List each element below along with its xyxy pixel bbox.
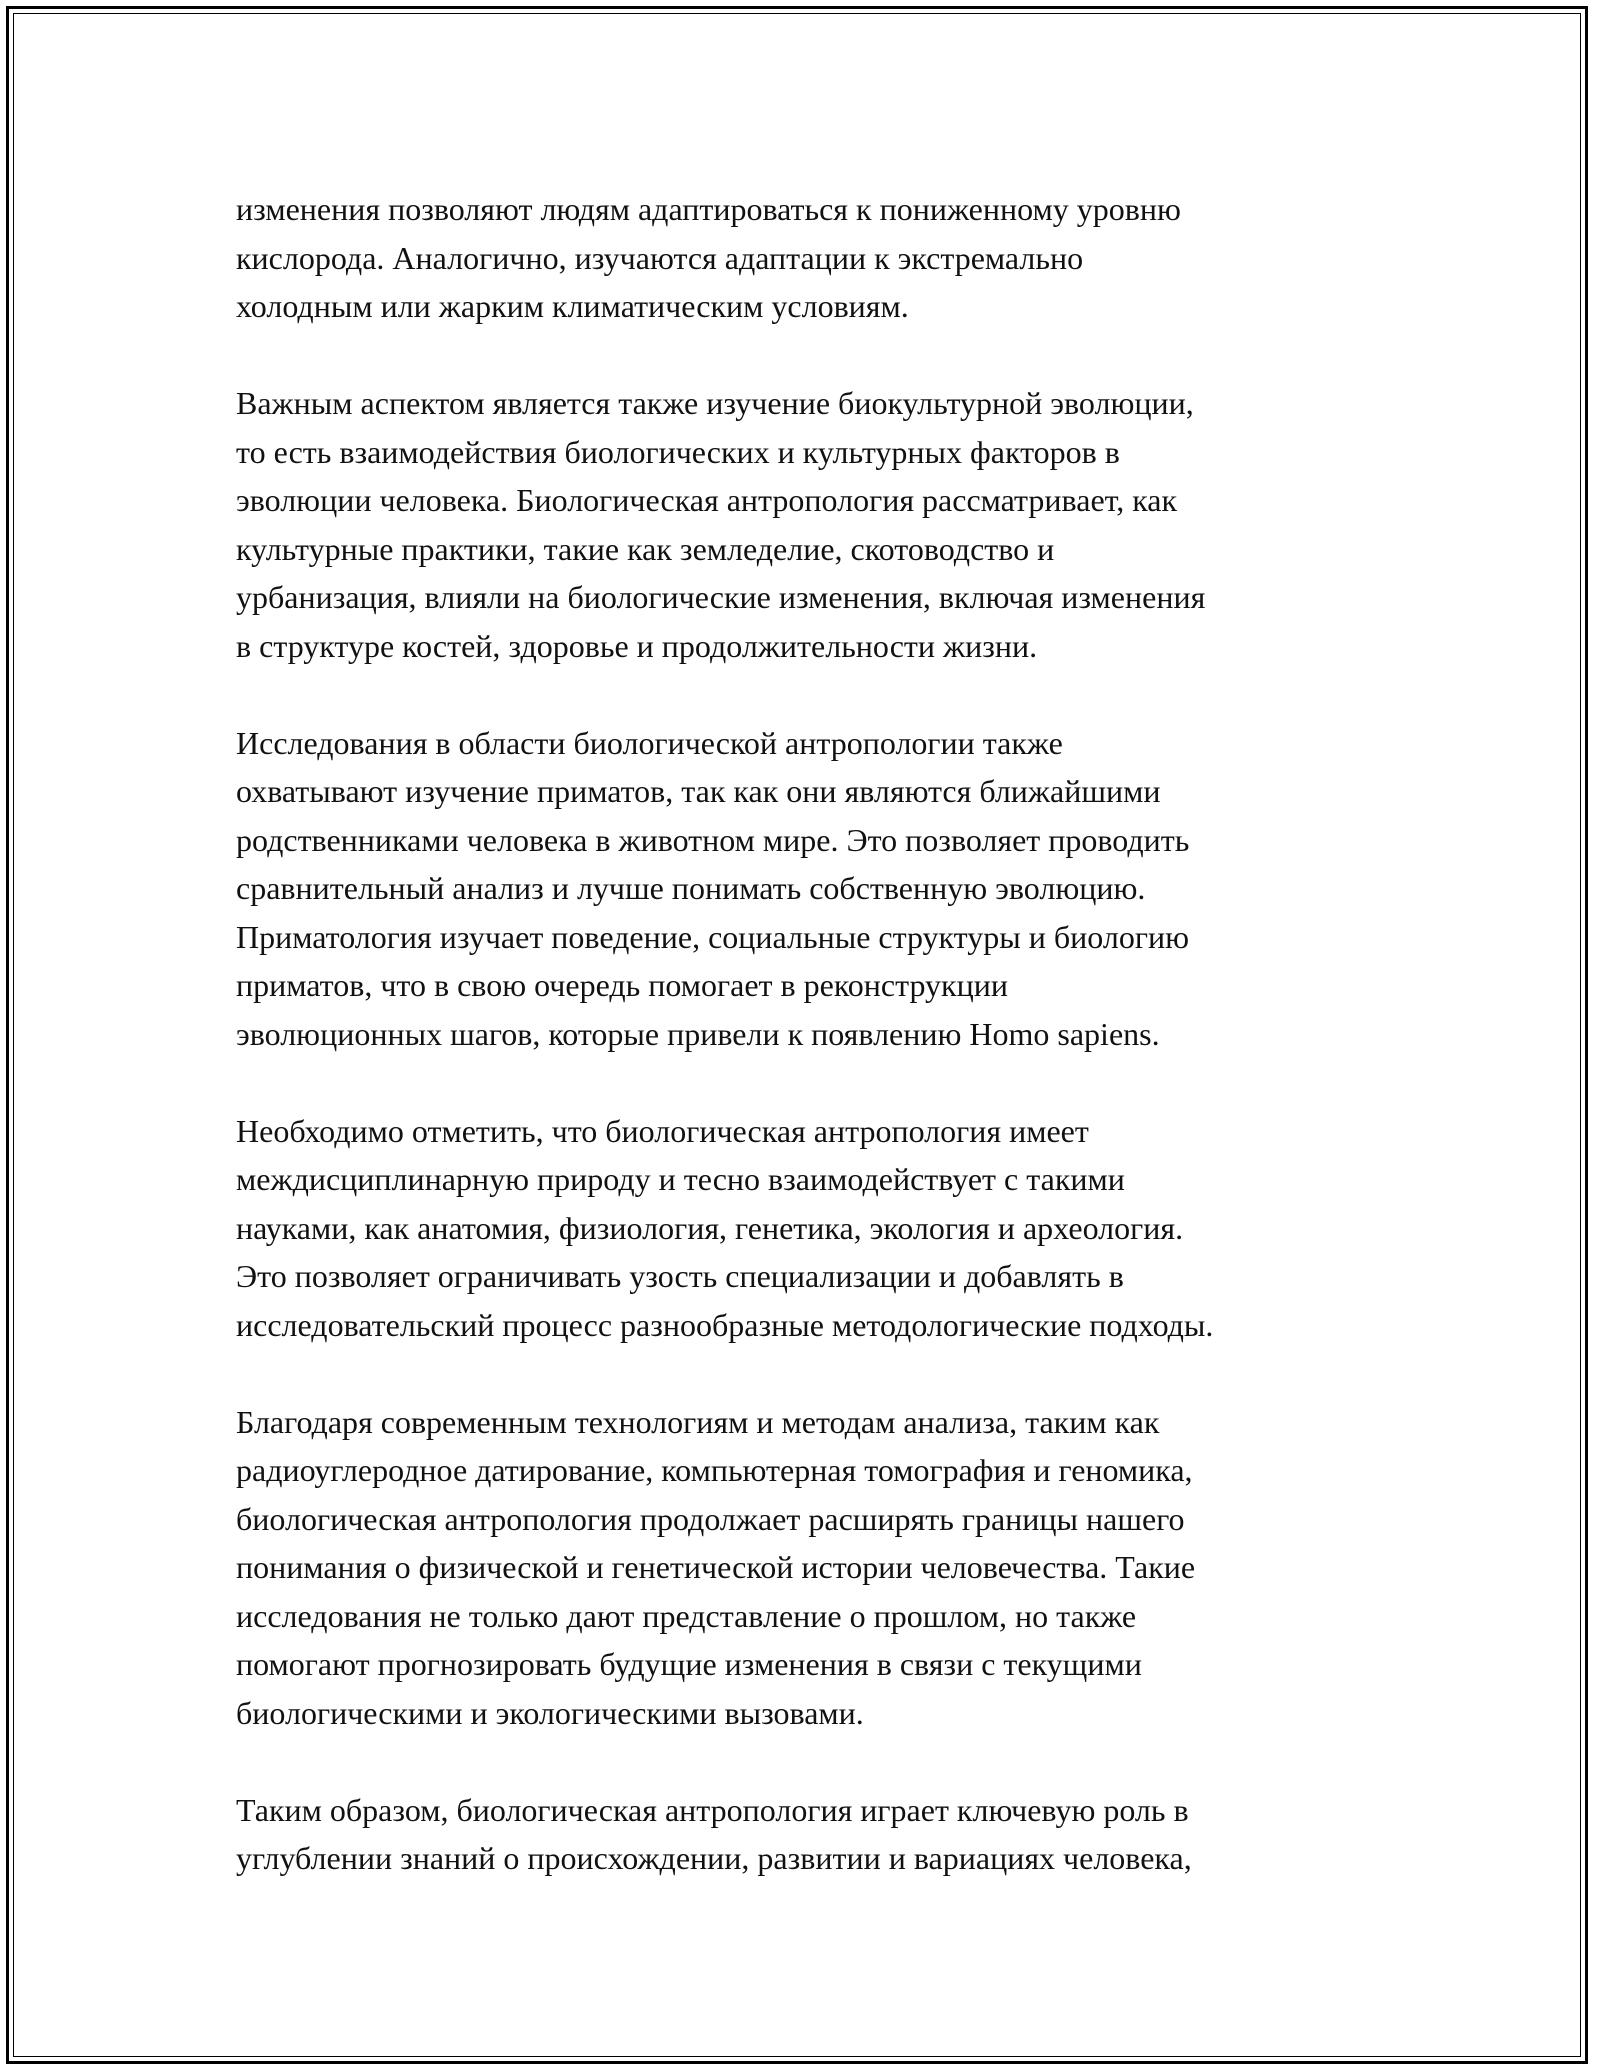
text-line: междисциплинарную природу и тесно взаимодействует с такими	[236, 1161, 1125, 1197]
text-line: изменения позволяют людям адаптироваться к пониженному уровню	[236, 191, 1181, 227]
text-line: Приматология изучает поведение, социальные структуры и биологию	[236, 918, 1189, 955]
paragraph-3	[236, 719, 1416, 1059]
paragraph-2	[236, 379, 1416, 670]
text-line: культурные практики, такие как земледелие, скотоводство и	[236, 530, 1055, 567]
text-line: радиоуглеродное датирование, компьютерная томография и геномика,	[236, 1452, 1193, 1488]
text-line: урбанизация, влияли на биологические изменения, включая изменения	[236, 579, 1206, 615]
text-line: Необходимо отметить, что биологическая антропология имеет	[236, 1112, 1089, 1149]
text-line: кислорода. Аналогично, изучаются адаптации к экстремально	[236, 239, 1084, 276]
text-line: эволюционных шагов, которые привели к появлению Homo sapiens.	[236, 1015, 1160, 1052]
text-line: Исследования в области биологической антропологии также	[236, 724, 1063, 761]
text-line: родственниками человека в животном мире. Это позволяет проводить	[236, 821, 1190, 858]
text-line: сравнительный анализ и лучше понимать собственную эволюцию.	[236, 870, 1146, 906]
text-line: науками, как анатомия, физиология, генетика, экология и археология.	[236, 1209, 1184, 1246]
text-line: в структуре костей, здоровье и продолжительности жизни.	[236, 627, 1038, 664]
text-line: эволюции человека. Биологическая антропология рассматривает, как	[236, 482, 1178, 518]
paragraph-4	[236, 1107, 1416, 1350]
text-line: холодным или жарким климатическим условиям.	[236, 288, 909, 324]
paragraph-1	[236, 185, 1416, 331]
text-line: биологическими и экологическими вызовами.	[236, 1694, 864, 1731]
text-line: понимания о физической и генетической истории человечества. Такие	[236, 1549, 1196, 1585]
text-line: исследования не только дают представление о прошлом, но также	[236, 1597, 1137, 1634]
text-line: приматов, что в свою очередь помогает в реконструкции	[236, 967, 1008, 1003]
document-body	[236, 185, 1416, 1931]
text-line: биологическая антропология продолжает расширять границы нашего	[236, 1500, 1185, 1537]
text-line: Важным аспектом является также изучение биокультурной эволюции,	[236, 385, 1194, 421]
text-line: помогают прогнозировать будущие изменения в связи с текущими	[236, 1646, 1142, 1682]
text-line: исследовательский процесс разнообразные методологические подходы.	[236, 1306, 1214, 1343]
text-line: то есть взаимодействия биологических и культурных факторов в	[236, 433, 1120, 470]
paragraph-5	[236, 1398, 1416, 1738]
text-line: Таким образом, биологическая антропология играет ключевую роль в	[236, 1791, 1189, 1828]
text-line: углублении знаний о происхождении, развитии и вариациях человека,	[236, 1840, 1192, 1876]
paragraph-6	[236, 1786, 1416, 1883]
text-line: охватывают изучение приматов, так как они являются ближайшими	[236, 773, 1161, 809]
text-line: Это позволяет ограничивать узость специализации и добавлять в	[236, 1258, 1124, 1294]
text-line: Благодаря современным технологиям и методам анализа, таким как	[236, 1403, 1160, 1440]
